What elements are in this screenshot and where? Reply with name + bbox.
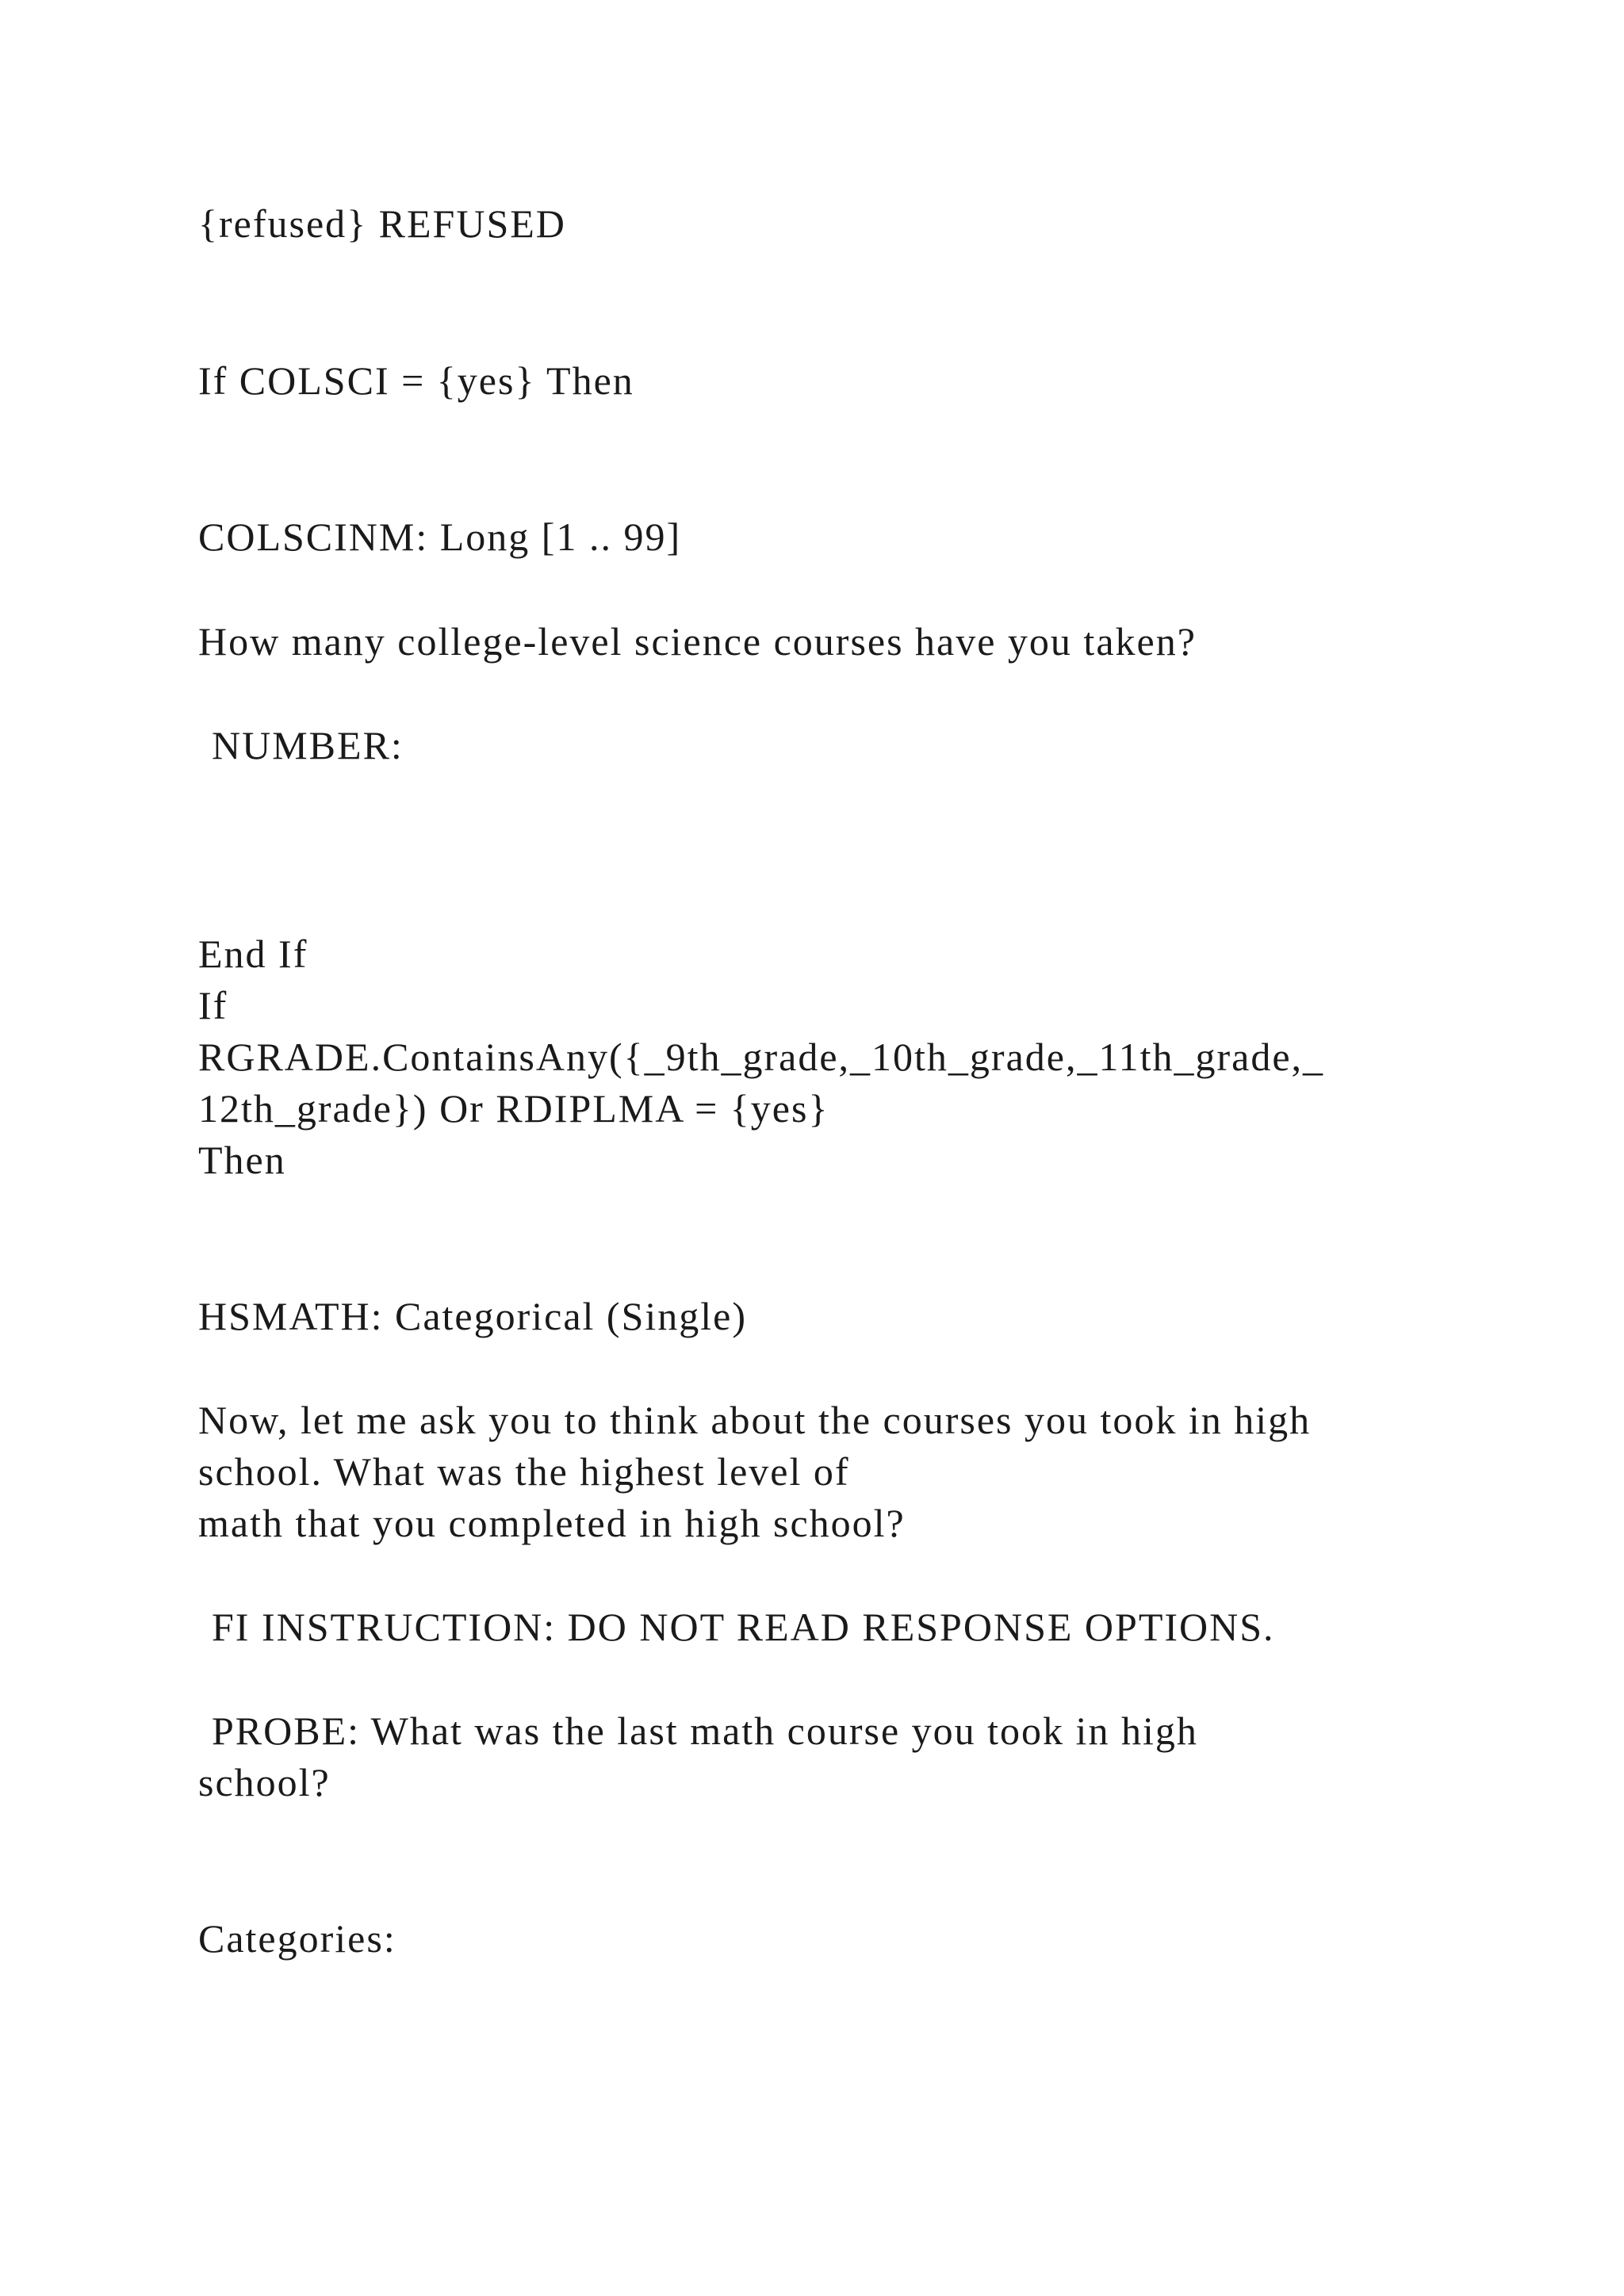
probe-text-line-2: school? [198,1760,331,1804]
condition-if-keyword: If [198,983,228,1027]
probe-text-line-1: PROBE: What was the last math course you took in high [212,1709,1198,1753]
fi-instruction: FI INSTRUCTION: DO NOT READ RESPONSE OPTIONS. [212,1605,1275,1649]
condition-end-if: End If [198,932,308,976]
response-option-refused: {refused} REFUSED [198,201,566,246]
condition-rgrade-expression-continued: 12th_grade}) Or RDIPLMA = {yes} [198,1086,829,1131]
condition-if-colsci: If COLSCI = {yes} Then [198,358,634,403]
question-text-colscinm: How many college-level science courses have you taken? [198,619,1197,664]
question-text-hsmath-line-2: school. What was the highest level of [198,1449,850,1494]
variable-colscinm-header: COLSCINM: Long [1 .. 99] [198,515,682,559]
response-label-number: NUMBER: [212,723,404,767]
variable-hsmath-header: HSMATH: Categorical (Single) [198,1294,748,1338]
question-text-hsmath-line-1: Now, let me ask you to think about the courses you took in high [198,1398,1312,1442]
condition-rgrade-expression: RGRADE.ContainsAny({_9th_grade,_10th_grade,_11th_grade,_ [198,1035,1325,1079]
condition-then-keyword: Then [198,1138,286,1182]
categories-label: Categories: [198,1916,396,1961]
question-text-hsmath-line-3: math that you completed in high school? [198,1501,906,1545]
